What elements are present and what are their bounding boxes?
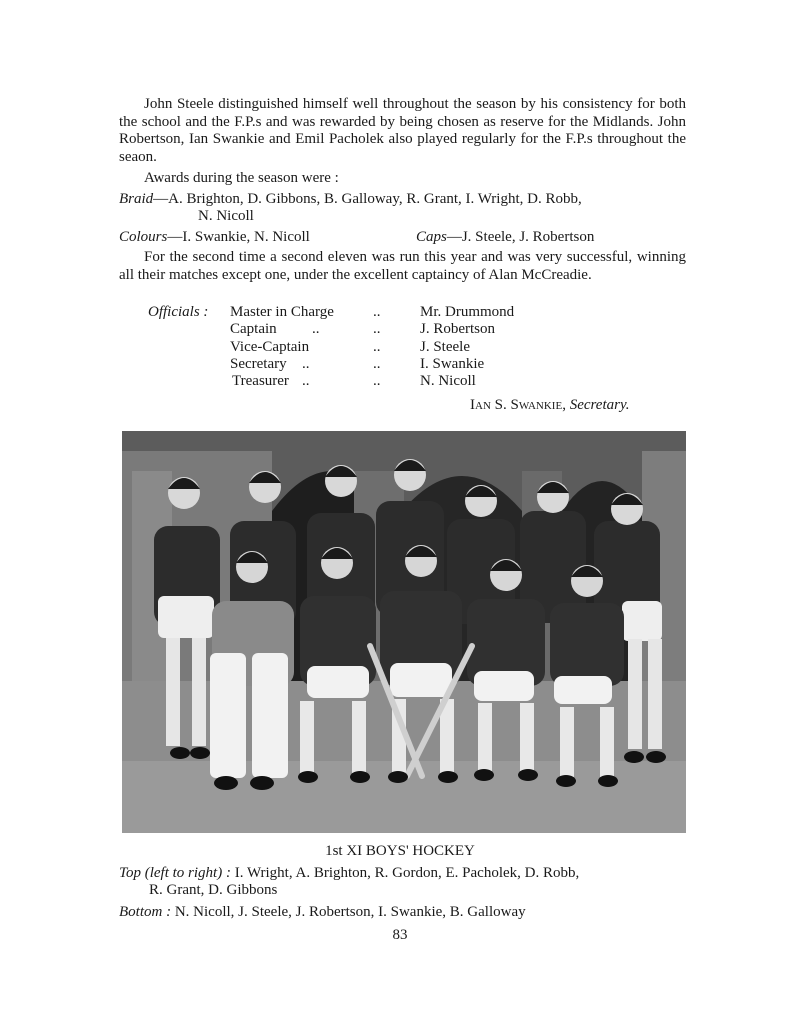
- braid-names-line2: N. Nicoll: [198, 208, 254, 224]
- caption-top-names-line2: R. Grant, D. Gibbons: [149, 882, 278, 898]
- official-role: Secretary: [230, 356, 287, 372]
- caption-bottom-row: [119, 904, 526, 922]
- team-photograph: [122, 431, 686, 833]
- caption-bottom-names: N. Nicoll, J. Steele, J. Robertson, I. Swankie, B. Galloway: [174, 904, 526, 920]
- caption-top-paren: (left to right) :: [144, 865, 231, 881]
- paragraph-second-eleven: For the second time a second eleven was run this year and was very successful, winning all their matches except one, under the excellent captaincy of Alan McCreadie.: [119, 249, 686, 283]
- official-dots: ..: [373, 304, 381, 320]
- officials-label: Officials :: [148, 304, 209, 320]
- caps-names: —J. Steele, J. Robertson: [446, 229, 595, 245]
- official-role: Master in Charge: [230, 304, 334, 320]
- caption-bottom-label: Bottom :: [119, 904, 172, 920]
- official-name: J. Robertson: [420, 321, 495, 337]
- official-dots: ..: [312, 321, 320, 337]
- caption-top-names-line1: I. Wright, A. Brighton, R. Gordon, E. Pacholek, D. Robb,: [234, 865, 580, 881]
- colours-names: —I. Swankie, N. Nicoll: [167, 229, 310, 245]
- caption-top-label: Top: [119, 865, 141, 881]
- official-dots: ..: [373, 321, 381, 337]
- official-name: I. Swankie: [420, 356, 485, 372]
- official-role: Captain: [230, 321, 277, 337]
- signature-name: Ian S. Swankie,: [470, 397, 566, 413]
- paragraph-awards-intro: Awards during the season were :: [144, 170, 339, 186]
- award-caps: [416, 229, 594, 247]
- photo-caption-title: 1st XI BOYS' HOCKEY: [325, 843, 475, 859]
- official-role: Vice-Captain: [230, 339, 310, 355]
- page-number: 83: [392, 927, 408, 943]
- award-colours: [119, 229, 310, 247]
- paragraph-steele: John Steele distinguished himself well throughout the season by his consistency for both the school and the F.P.s and was rewarded by being chosen as reserve for the Midlands. John Robertson, Ian Swankie and Emil Pacholek also played regularly for the F.P.s throughout the seaon.: [119, 96, 686, 165]
- secretary-signature: [470, 397, 630, 415]
- colours-label: Colours: [119, 229, 168, 245]
- braid-label: Braid: [119, 191, 154, 207]
- caption-top-row: [119, 865, 686, 883]
- official-role: Treasurer: [232, 373, 289, 389]
- caps-label: Caps: [416, 229, 447, 245]
- award-braid: [119, 191, 582, 209]
- official-name: N. Nicoll: [420, 373, 476, 389]
- official-name: Mr. Drummond: [420, 304, 515, 320]
- official-dots: ..: [373, 373, 381, 389]
- official-dots: ..: [302, 373, 310, 389]
- team-photo-illustration: [122, 431, 686, 833]
- official-dots: ..: [302, 356, 310, 372]
- official-dots: ..: [373, 356, 381, 372]
- official-name: J. Steele: [420, 339, 470, 355]
- signature-role: Secretary.: [569, 397, 630, 413]
- official-dots: ..: [373, 339, 381, 355]
- braid-names-line1: —A. Brighton, D. Gibbons, B. Galloway, R. Grant, I. Wright, D. Robb,: [153, 191, 582, 207]
